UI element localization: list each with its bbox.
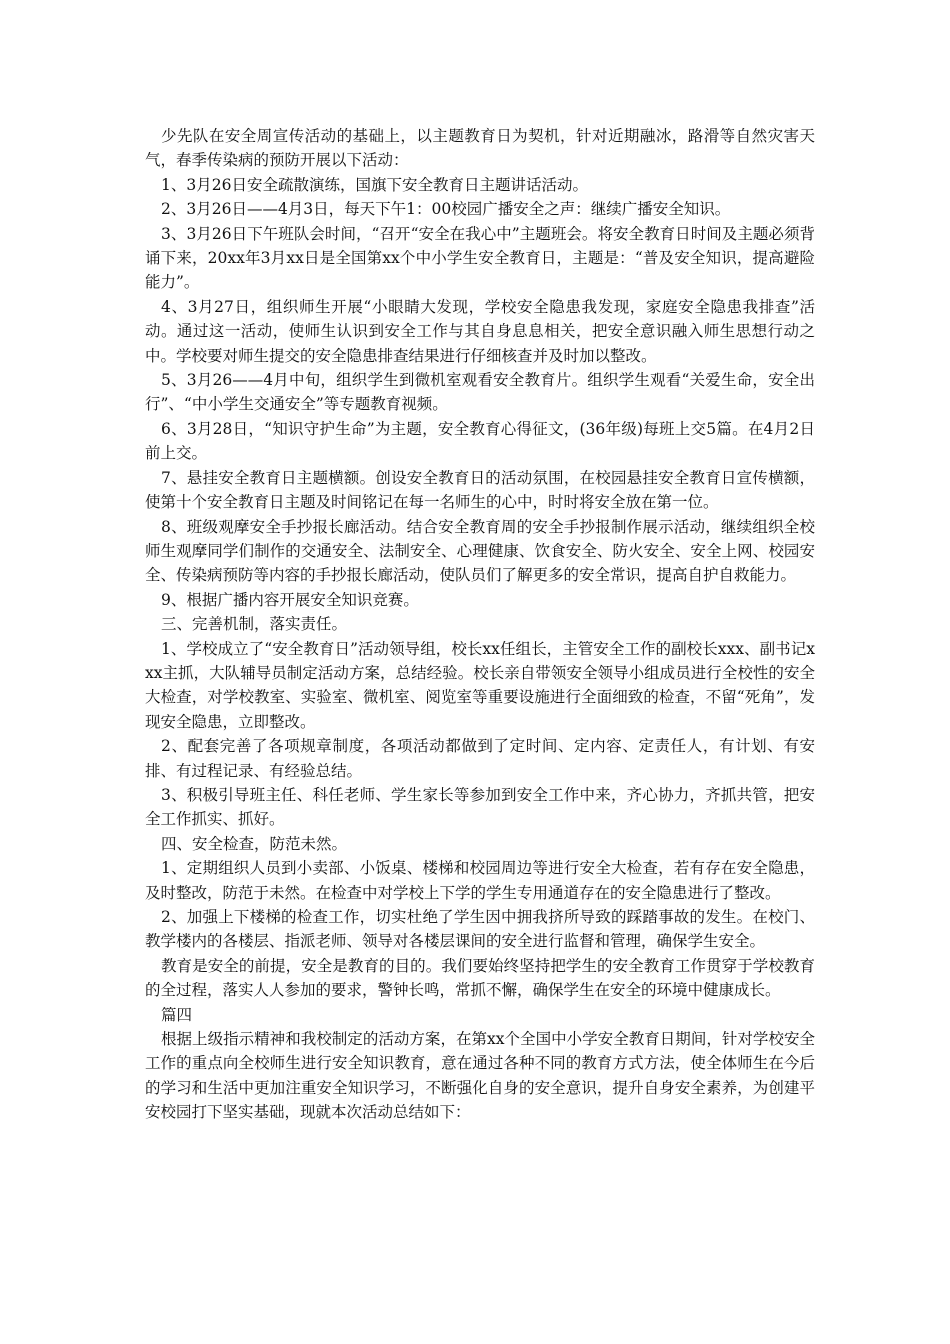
paragraph-section4-item-2: 2、加强上下楼梯的检查工作，切实杜绝了学生因中拥我挤所导致的踩踏事故的发生。在校门、教学楼内的各楼层、指派老师、领导对各楼层课间的安全进行监督和管理，确保学生安全。: [145, 908, 815, 951]
part-heading: 篇四: [161, 1005, 193, 1024]
paragraph-item-6: 6、3月28日，“知识守护生命”为主题，安全教育心得征文，(36年级)每班上交5篇。在4月2日前上交。: [145, 419, 815, 463]
paragraph-section4-item-1: 1、定期组织人员到小卖部、小饭桌、楼梯和校园周边等进行安全大检查，若有存在安全隐患，及时整改，防范于未然。在检查中对学校上下学的学生专用通道存在的安全隐患进行了整改。: [145, 859, 815, 902]
paragraph-item-5: 5、3月26——4月中旬，组织学生到微机室观看安全教育片。组织学生观看“关爱生命，安全出行”、“中小学生交通安全”等专题教育视频。: [145, 371, 815, 414]
section-heading-3: 三、完善机制，落实责任。: [161, 615, 348, 634]
paragraph-part4-intro: 根据上级指示精神和我校制定的活动方案，在第xx个全国中小学安全教育日期间，针对学校安全工作的重点向全校师生进行安全知识教育，意在通过各种不同的教育方式方法，使全体师生在今后的学习和生活中更加注重安全知识学习，不断强化自身的安全意识，提升自身安全素养，为创建平安校园打下坚实基础，现就本次活动总结如下：: [145, 1030, 815, 1122]
paragraph-section3-item-2: 2、配套完善了各项规章制度，各项活动都做到了定时间、定内容、定责任人，有计划、有安排、有过程记录、有经验总结。: [145, 737, 815, 780]
paragraph-item-4: 4、3月27日，组织师生开展“小眼睛大发现，学校安全隐患我发现，家庭安全隐患我排查”活动。通过这一活动，使师生认识到安全工作与其自身息息相关，把安全意识融入师生思想行动之中。学校要对师生提交的安全隐患排查结果进行仔细核查并及时加以整改。: [145, 297, 815, 365]
paragraph-intro: 少先队在安全周宣传活动的基础上，以主题教育日为契机，针对近期融冰，路滑等自然灾害天气，春季传染病的预防开展以下活动：: [145, 127, 815, 170]
paragraph-item-7: 7、悬挂安全教育日主题横额。创设安全教育日的活动氛围，在校园悬挂安全教育日宣传横额，使第十个安全教育日主题及时间铭记在每一名师生的心中，时时将安全放在第一位。: [145, 468, 815, 512]
section-heading-4: 四、安全检查，防范未然。: [161, 834, 348, 853]
paragraph-item-1: 1、3月26日安全疏散演练，国旗下安全教育日主题讲话活动。: [161, 175, 588, 194]
paragraph-item-8: 8、班级观摩安全手抄报长廊活动。结合安全教育周的安全手抄报制作展示活动，继续组织全校师生观摩同学们制作的交通安全、法制安全、心理健康、饮食安全、防火安全、安全上网、校园安全、传染病预防等内容的手抄报长廊活动，使队员们了解更多的安全常识，提高自护自救能力。: [145, 517, 815, 585]
document-body: [145, 124, 815, 1125]
paragraph-item-3: 3、3月26日下午班队会时间，“召开“安全在我心中”主题班会。将安全教育日时间及主题必须背诵下来，20xx年3月xx日是全国第xx个中小学生安全教育日，主题是：“普及安全知识，提高避险能力”。: [145, 224, 815, 292]
paragraph-section3-item-3: 3、积极引导班主任、科任老师、学生家长等参加到安全工作中来，齐心协力，齐抓共管，把安全工作抓实、抓好。: [145, 785, 815, 829]
paragraph-item-2: 2、3月26日——4月3日，每天下午1：00校园广播安全之声：继续广播安全知识。: [161, 200, 731, 219]
paragraph-conclusion: 教育是安全的前提，安全是教育的目的。我们要始终坚持把学生的安全教育工作贯穿于学校教育的全过程，落实人人参加的要求，警钟长鸣，常抓不懈，确保学生在安全的环境中健康成长。: [145, 956, 815, 1000]
paragraph-section3-item-1: 1、学校成立了“安全教育日”活动领导组，校长xx任组长，主管安全工作的副校长xxx、副书记xxx主抓，大队辅导员制定活动方案，总结经验。校长亲自带领安全领导小组成员进行全校性的安全大检查，对学校教室、实验室、微机室、阅览室等重要设施进行全面细致的检查，不留“死角”，发现安全隐患，立即整改。: [145, 639, 815, 731]
paragraph-item-9: 9、根据广播内容开展安全知识竞赛。: [161, 590, 419, 609]
